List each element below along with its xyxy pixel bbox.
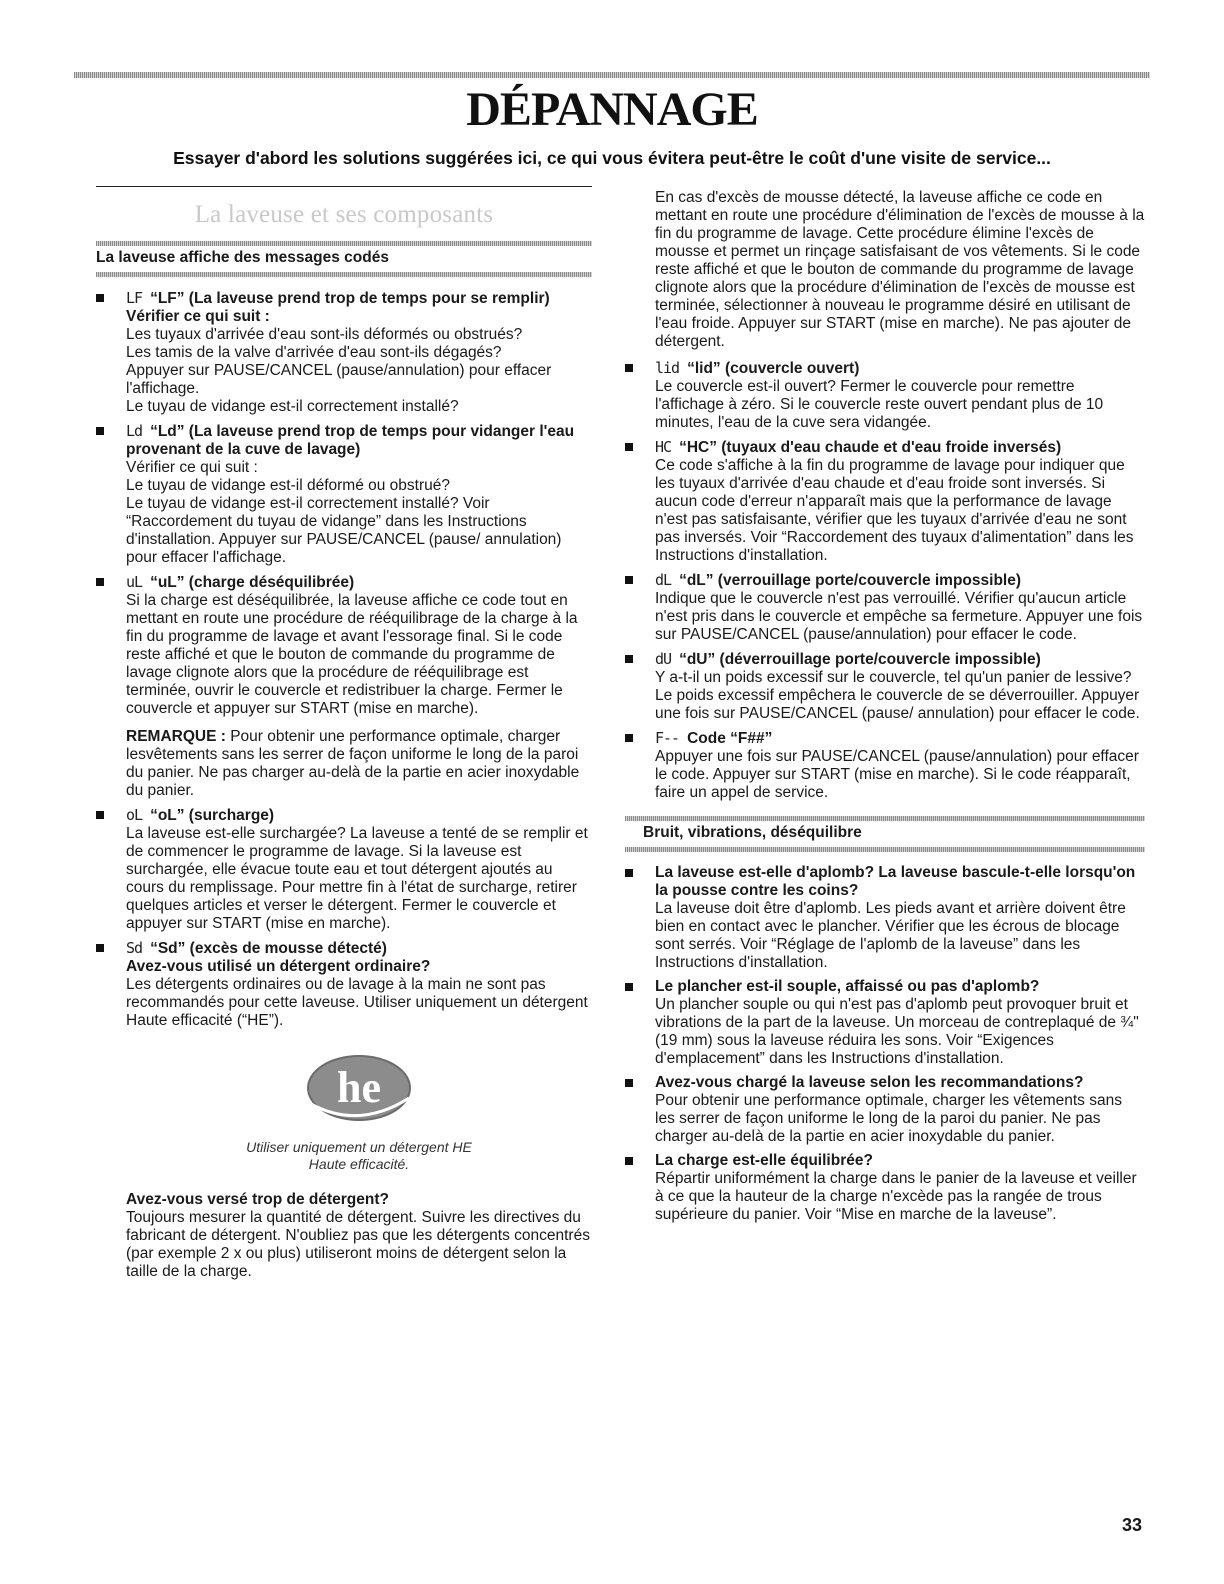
item-body: Les tuyaux d'arrivée d'eau sont-ils déformés ou obstrués? Les tamis de la valve d'arrivée d'eau sont-ils dégagés? Appuyer sur PAUSE/CANCEL (pause/annulation) pour effacer l'affichage. Le tuyau de vidange est-il correctement installé?	[126, 326, 552, 415]
display-code: uL	[126, 573, 143, 591]
item-heading: “lid” (couvercle ouvert)	[687, 360, 860, 377]
list-item-du	[625, 650, 1145, 723]
question-body: Toujours mesurer la quantité de détergent. Suivre les directives du fabricant de détergent. N'oubliez pas que les détergents concentrés (par exemple 2 x ou plus) utiliseront moins de détergent selon la taille de la charge.	[126, 1209, 590, 1280]
item-subheading: Avez-vous utilisé un détergent ordinaire?	[126, 958, 431, 975]
section-title: La laveuse et ses composants	[194, 201, 494, 228]
list-item-hc	[625, 438, 1145, 565]
item-body: La laveuse est-elle surchargée? La laveuse a tenté de se remplir et de commencer le programme de lavage. Si la laveuse est surchargée, elle évacue toute eau et tout détergent ajoutés au cours du remplissage. Pour mettre fin à l'état de surcharge, retirer quelques articles et verser le détergent. Fermer le couvercle et appuyer sur START (mise en marche).	[126, 825, 588, 932]
left-column	[96, 186, 592, 1289]
item-heading: Code “F##”	[687, 730, 773, 747]
note	[126, 728, 592, 800]
item-heading: “LF” (La laveuse prend trop de temps pour se remplir)	[150, 290, 550, 307]
list-item-ol	[96, 806, 592, 933]
display-code: F--	[655, 729, 680, 747]
item-heading: La charge est-elle équilibrée?	[655, 1152, 873, 1169]
subhead-coded-messages: La laveuse affiche des messages codés	[96, 249, 389, 266]
list-item-sd	[96, 939, 592, 1030]
hatch-divider	[96, 272, 592, 277]
item-body: Répartir uniformément la charge dans le panier de la laveuse et veiller à ce que la hauteur de la charge n'excède pas la rangée de trous supérieure du panier. Voir “Mise en marche de la laveuse”.	[655, 1170, 1137, 1223]
item-heading: La laveuse est-elle d'aplomb? La laveuse bascule-t-elle lorsqu'on la pousse contre les coins?	[655, 864, 1136, 899]
item-heading: “dU” (déverrouillage porte/couvercle impossible)	[679, 651, 1041, 668]
item-body: Un plancher souple ou qui n'est pas d'aplomb peut provoquer bruit et vibrations de la part de la laveuse. Un morceau de contreplaqué de ¾" (19 mm) sous la laveuse réduira les sons. Voir “Exigences d'emplacement” dans les Instructions d'installation.	[655, 996, 1139, 1067]
item-body: Appuyer une fois sur PAUSE/CANCEL (pause/annulation) pour effacer le code. Appuyer sur START (mise en marche). Si le code réapparaît, faire un appel de service.	[655, 748, 1139, 801]
item-body: La laveuse doit être d'aplomb. Les pieds avant et arrière doivent être bien en contact avec le plancher. Vérifier que les écrous de blocage sont serrés. Voir “Réglage de l'aplomb de la laveuse” dans les Instructions d'installation.	[655, 900, 1126, 971]
bullet-icon	[625, 983, 633, 991]
list-item-loading	[625, 1074, 1145, 1146]
item-body: Ce code s'affiche à la fin du programme de lavage pour indiquer que les tuyaux d'arrivée d'eau chaude et d'eau froide sont inversés. Si aucun code d'erreur n'apparaît mais que la performance de lavage n'est pas satisfaisante, vérifier que les tuyaux d'arrivée d'eau ne sont pas inversés. Voir “Raccordement des tuyaux d'alimentation” dans les Instructions d'installation.	[655, 457, 1134, 564]
bullet-icon	[625, 443, 633, 451]
list-item-floor	[625, 978, 1145, 1068]
item-body: Les détergents ordinaires ou de lavage à la main ne sont pas recommandés pour cette laveuse. Utiliser uniquement un détergent Haute efficacité (“HE”).	[126, 976, 588, 1029]
item-heading: “uL” (charge déséquilibrée)	[150, 574, 355, 591]
bullet-icon	[96, 294, 104, 302]
display-code: Ld	[126, 422, 143, 440]
item-body: Si la charge est déséquilibrée, la laveuse affiche ce code tout en mettant en route une procédure de rééquilibrage de la charge à la fin du programme de lavage et avant l'essorage final. Si le code reste affiché et que le bouton de commande du programme de lavage clignote alors que la procédure de rééquilibrage est terminée, ouvrir le couvercle et redistribuer la charge. Fermer le couvercle et appuyer sur START (mise en marche).	[126, 592, 578, 717]
bullet-icon	[625, 734, 633, 742]
hatch-divider	[96, 241, 592, 246]
bullet-icon	[625, 364, 633, 372]
display-code: oL	[126, 806, 143, 824]
item-heading: “Ld” (La laveuse prend trop de temps pour vidanger l'eau provenant de la cuve de lavage)	[126, 423, 575, 458]
hatch-divider	[625, 816, 1145, 821]
page-title: DÉPANNAGE	[466, 83, 758, 136]
item-heading: “dL” (verrouillage porte/couvercle impossible)	[679, 572, 1022, 589]
top-hatch-bar	[74, 72, 1150, 78]
bullet-icon	[625, 869, 633, 877]
item-heading: Le plancher est-il souple, affaissé ou pas d'aplomb?	[655, 978, 1040, 995]
sd-continued-text: En cas d'excès de mousse détecté, la laveuse affiche ce code en mettant en route une procédure d'élimination de l'excès de mousse à la fin du programme de lavage. Cette procédure élimine l'excès de mousse et permet un rinçage satisfaisant de vos vêtements. Si le code reste affiché et que le bouton de commande du programme de lavage clignote alors que la procédure d'élimination de l'excès de mousse est terminée, sélectionner à nouveau le programme désiré en utilisant de l'eau froide. Appuyer sur START (mise en marche). Ne pas ajouter de détergent.	[655, 189, 1145, 350]
page-subtitle: Essayer d'abord les solutions suggérées ici, ce qui vous évitera peut-être le coût d'une visite de service...	[173, 148, 1051, 168]
note-label: REMARQUE :	[126, 728, 226, 745]
he-logo-icon	[303, 1052, 415, 1126]
item-heading: “Sd” (excès de mousse détecté)	[150, 940, 387, 957]
logo-caption: Utiliser uniquement un détergent HE Haute efficacité.	[246, 1139, 472, 1172]
list-item-lf	[96, 289, 592, 416]
he-logo-wrap	[96, 1052, 592, 1131]
list-item-lid	[625, 359, 1145, 432]
section-rule	[96, 186, 592, 187]
item-body: Y a-t-il un poids excessif sur le couvercle, tel qu'un panier de lessive? Le poids excessif empêchera le couvercle de se déverrouiller. Appuyer une fois sur PAUSE/CANCEL (pause/ annulation) pour effacer le code.	[655, 669, 1140, 722]
item-heading: Avez-vous chargé la laveuse selon les recommandations?	[655, 1074, 1084, 1091]
item-subheading: Vérifier ce qui suit :	[126, 308, 270, 325]
item-body: Le couvercle est-il ouvert? Fermer le couvercle pour remettre l'affichage à zéro. Si le couvercle reste ouvert pendant plus de 10 minutes, l'eau de la cuve sera vidangée.	[655, 378, 1104, 431]
list-item-level	[625, 864, 1145, 972]
item-heading: “oL” (surcharge)	[150, 807, 275, 824]
display-code: Sd	[126, 939, 143, 957]
bullet-icon	[625, 576, 633, 584]
item-body: Vérifier ce qui suit : Le tuyau de vidange est-il déformé ou obstrué? Le tuyau de vidange est-il correctement installé? Voir “Raccordement du tuyau de vidange” dans les Instructions d'installation. Appuyer sur PAUSE/CANCEL (pause/ annulation) pour effacer l'affichage.	[126, 459, 562, 566]
bullet-icon	[625, 655, 633, 663]
item-body: Indique que le couvercle n'est pas verrouillé. Vérifier qu'aucun article n'est pris dans le couvercle et empêche sa fermeture. Appuyer une fois sur PAUSE/CANCEL (pause/annulation) pour effacer le code.	[655, 590, 1143, 643]
bullet-icon	[625, 1079, 633, 1087]
bullet-icon	[625, 1157, 633, 1165]
item-heading: “HC” (tuyaux d'eau chaude et d'eau froide inversés)	[679, 439, 1062, 456]
list-item-dl	[625, 571, 1145, 644]
list-item-ul	[96, 573, 592, 800]
bullet-icon	[96, 578, 104, 586]
list-item-f-code	[625, 729, 1145, 802]
bullet-icon	[96, 427, 104, 435]
display-code: HC	[655, 438, 672, 456]
subhead-noise: Bruit, vibrations, déséquilibre	[643, 824, 862, 841]
bullet-icon	[96, 944, 104, 952]
page-number: 33	[1121, 1515, 1142, 1535]
hatch-divider	[625, 847, 1145, 852]
display-code: dL	[655, 571, 672, 589]
right-column	[625, 189, 1145, 1230]
display-code: dU	[655, 650, 672, 668]
display-code: LF	[126, 289, 143, 307]
bullet-icon	[96, 811, 104, 819]
list-item-ld	[96, 422, 592, 567]
list-item-balance	[625, 1152, 1145, 1224]
item-body: Pour obtenir une performance optimale, charger les vêtements sans les serrer de façon uniforme le long de la paroi du panier. Ne pas charger au-delà de la partie en acier inoxydable du panier.	[655, 1092, 1122, 1145]
question-heading: Avez-vous versé trop de détergent?	[126, 1191, 389, 1208]
he-logo-text: he	[337, 1063, 381, 1112]
display-code: lid	[655, 359, 680, 377]
note-text: Pour obtenir une performance optimale, charger lesvêtements sans les serrer de façon uniforme le long de la paroi du panier. Ne pas charger au-delà de la partie en acier inoxydable du panier.	[126, 728, 580, 799]
